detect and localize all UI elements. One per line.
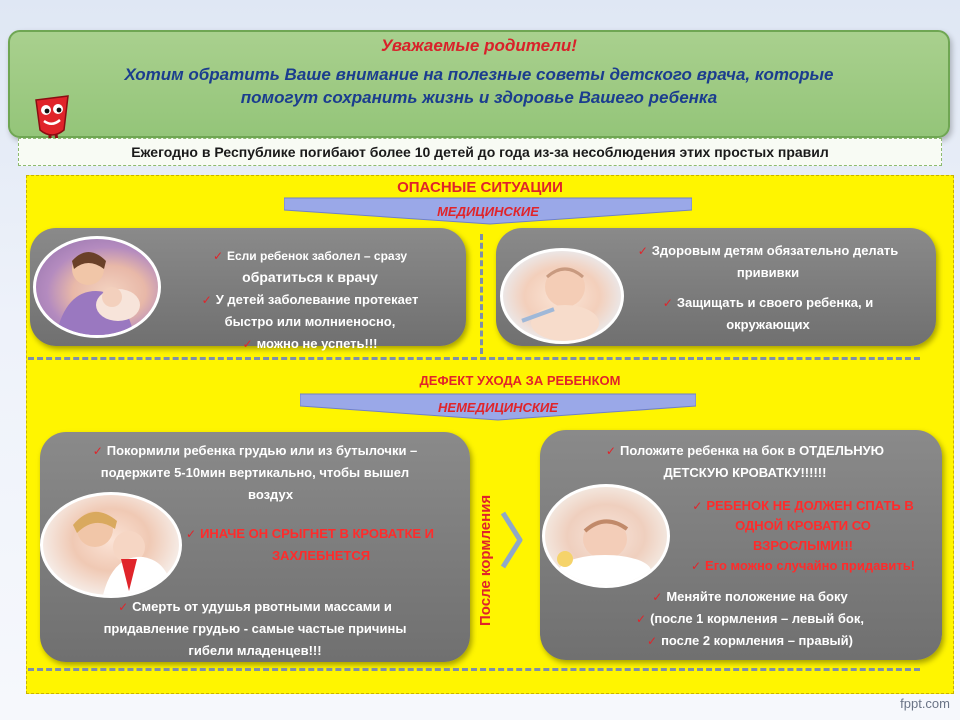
feeding-warning-b: ЗАХЛЕБНЕТСЯ: [272, 548, 371, 563]
sleep-item3b: (после 1 кормления – левый бок,: [650, 611, 864, 626]
doctor-with-baby-image: [36, 239, 158, 335]
header-line-2: помогут сохранить жизнь и здоровье Вашего ребенка: [240, 88, 718, 107]
check-icon: ✓: [201, 293, 212, 307]
check-icon: ✓: [118, 600, 129, 614]
feeding-item3c: гибели младенцев!!!: [188, 643, 322, 658]
sleeping-baby-photo: [542, 484, 670, 588]
check-icon: ✓: [637, 244, 648, 258]
sleep-item1a: Положите ребенка на бок в ОТДЕЛЬНУЮ: [619, 443, 885, 458]
check-icon: ✓: [652, 590, 663, 604]
feeding-photo: [40, 492, 182, 598]
check-icon: ✓: [212, 249, 223, 263]
check-icon: ✓: [242, 337, 253, 351]
header-banner: [8, 30, 950, 138]
sleep-item1b: ДЕТСКУЮ КРОВАТКУ!!!!!!: [663, 465, 827, 480]
doctor-photo: [33, 236, 161, 338]
medical-left-item1b: обратиться к врачу: [242, 269, 378, 285]
vaccination-photo: [500, 248, 624, 344]
sleep-item3a: Меняйте положение на боку: [666, 589, 848, 604]
sleep-warning-c: ВЗРОСЛЫМИ!!!: [752, 538, 854, 553]
chevron-right-icon: [500, 510, 524, 570]
baby-vaccination-image: [503, 251, 621, 341]
medical-left-item2b: быстро или молниеносно,: [224, 314, 396, 329]
feeding-warning-a: ИНАЧЕ ОН СРЫГНЕТ В КРОВАТКЕ И: [200, 526, 435, 541]
check-icon: ✓: [605, 444, 616, 458]
medical-left-text: [160, 246, 460, 355]
divider-horizontal: [28, 357, 920, 360]
check-icon: ✓: [186, 527, 197, 541]
after-feeding-label: [473, 440, 497, 630]
feeding-item1c: воздух: [248, 487, 294, 502]
medical-left-item2a: У детей заболевание протекает: [215, 292, 419, 307]
check-icon: ✓: [692, 499, 703, 513]
medical-right-item2b: окружающих: [726, 317, 810, 332]
nonmedical-label: НЕМЕДИЦИНСКИЕ: [438, 400, 558, 415]
after-feeding-text: После кормления: [477, 494, 494, 626]
divider-vertical: [480, 234, 483, 354]
check-icon: ✓: [647, 634, 658, 648]
medical-right-item2a: Защищать и своего ребенка, и: [676, 295, 874, 310]
care-defect-heading: ДЕФЕКТ УХОДА ЗА РЕБЕНКОМ: [419, 373, 621, 388]
sleep-card-bottom-text: [580, 586, 920, 652]
feeding-item3a: Смерть от удушья рвотными массами и: [132, 599, 392, 614]
mother-holding-baby-image: [43, 495, 179, 595]
medical-right-item1b: прививки: [736, 265, 800, 280]
sleep-warning-d: Его можно случайно придавить!: [705, 558, 916, 573]
medical-right-text: [612, 240, 924, 336]
feeding-item1b: подержите 5-10мин вертикально, чтобы вышел: [100, 465, 410, 480]
check-icon: ✓: [662, 296, 673, 310]
feeding-warning: [186, 523, 466, 567]
sleep-item3c: после 2 кормления – правый): [661, 633, 853, 648]
check-icon: ✓: [690, 559, 702, 573]
statistic-banner: Ежегодно в Республике погибают более 10 детей до года из-за несоблюдения этих простых правил: [18, 138, 942, 166]
medical-left-item3: можно не успеть!!!: [256, 336, 378, 351]
medical-left-item1a: Если ребенок заболел – сразу: [227, 249, 408, 263]
sleep-warning-a: РЕБЕНОК НЕ ДОЛЖЕН СПАТЬ В: [706, 498, 914, 513]
check-icon: ✓: [636, 612, 647, 626]
divider-bottom: [28, 668, 920, 671]
dangerous-situations-heading: ОПАСНЫЕ СИТУАЦИИ: [397, 179, 563, 196]
feeding-item1a: Покормили ребенка грудью или из бутылочки –: [106, 443, 418, 458]
medical-label: МЕДИЦИНСКИЕ: [437, 204, 539, 219]
header-line-1: Хотим обратить Ваше внимание на полезные советы детского врача, которые: [124, 65, 834, 84]
header-title: Уважаемые родители!: [381, 36, 577, 55]
feeding-item3b: придавление грудью - самые частые причины: [103, 621, 407, 636]
check-icon: ✓: [92, 444, 103, 458]
sleep-warning-b: ОДНОЙ КРОВАТИ СО: [735, 518, 871, 533]
footer-brand[interactable]: fppt.com: [900, 696, 950, 711]
feeding-card-bottom-text: [50, 596, 460, 662]
sleeping-baby-image: [545, 487, 667, 585]
sleep-warning: [668, 496, 938, 576]
medical-right-item1a: Здоровым детям обязательно делать: [651, 243, 899, 258]
sleep-card-top-text: [560, 440, 930, 484]
